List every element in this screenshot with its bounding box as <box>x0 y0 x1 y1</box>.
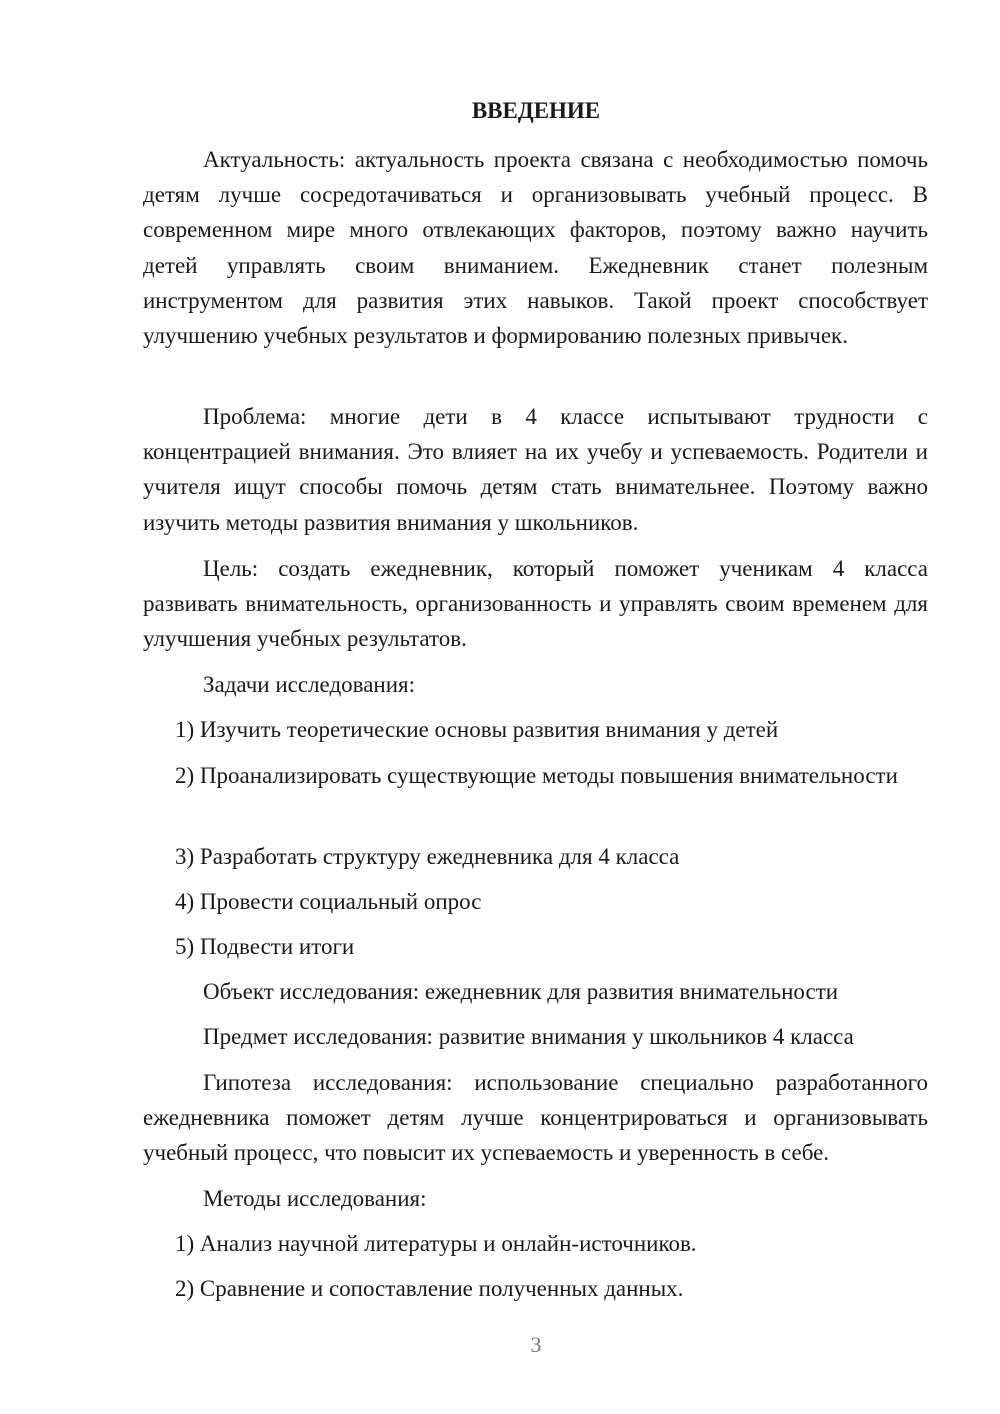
method-item-1: 1) Анализ научной литературы и онлайн-источников. <box>175 1231 697 1256</box>
research-object: Объект исследования: ежедневник для развития внимательности <box>203 979 839 1004</box>
task-item-4: 4) Провести социальный опрос <box>175 889 482 914</box>
task-item-2: 2) Проанализировать существующие методы повышения внимательности <box>175 763 898 788</box>
problem-paragraph: Проблема: многие дети в 4 классе испытывают трудности с концентрацией внимания. Это влияет на их учебу и успеваемость. Родители и учителя ищут способы помочь детям стать внимательнее. Поэтому важно изучить методы развития внимания у школьников. <box>143 404 928 535</box>
relevance-paragraph: Актуальность: актуальность проекта связана с необходимостью помочь детям лучше сосредотачиваться и организовывать учебный процесс. В современном мире много отвлекающих факторов, поэтому важно научить детей управлять своим вниманием. Ежедневник станет полезным инструментом для развития этих навыков. Такой проект способствует улучшению учебных результатов и формированию полезных привычек. <box>143 147 928 349</box>
task-item-1: 1) Изучить теоретические основы развития внимания у детей <box>175 717 779 742</box>
task-item-3: 3) Разработать структуру ежедневника для 4 класса <box>175 844 680 869</box>
method-item-2: 2) Сравнение и сопоставление полученных данных. <box>175 1276 684 1301</box>
tasks-heading: Задачи исследования: <box>203 672 416 697</box>
page-number: 3 <box>530 1332 542 1357</box>
goal-paragraph: Цель: создать ежедневник, который поможет ученикам 4 класса развивать внимательность, организованность и управлять своим временем для улучшения учебных результатов. <box>143 556 928 652</box>
research-subject: Предмет исследования: развитие внимания у школьников 4 класса <box>203 1024 854 1049</box>
methods-heading: Методы исследования: <box>203 1186 427 1211</box>
page-title: ВВЕДЕНИЕ <box>471 98 601 123</box>
task-item-5: 5) Подвести итоги <box>175 934 355 959</box>
hypothesis-paragraph: Гипотеза исследования: использование специально разработанного ежедневника поможет детям лучше концентрироваться и организовывать учебный процесс, что повысит их успеваемость и уверенность в себе. <box>143 1070 928 1166</box>
